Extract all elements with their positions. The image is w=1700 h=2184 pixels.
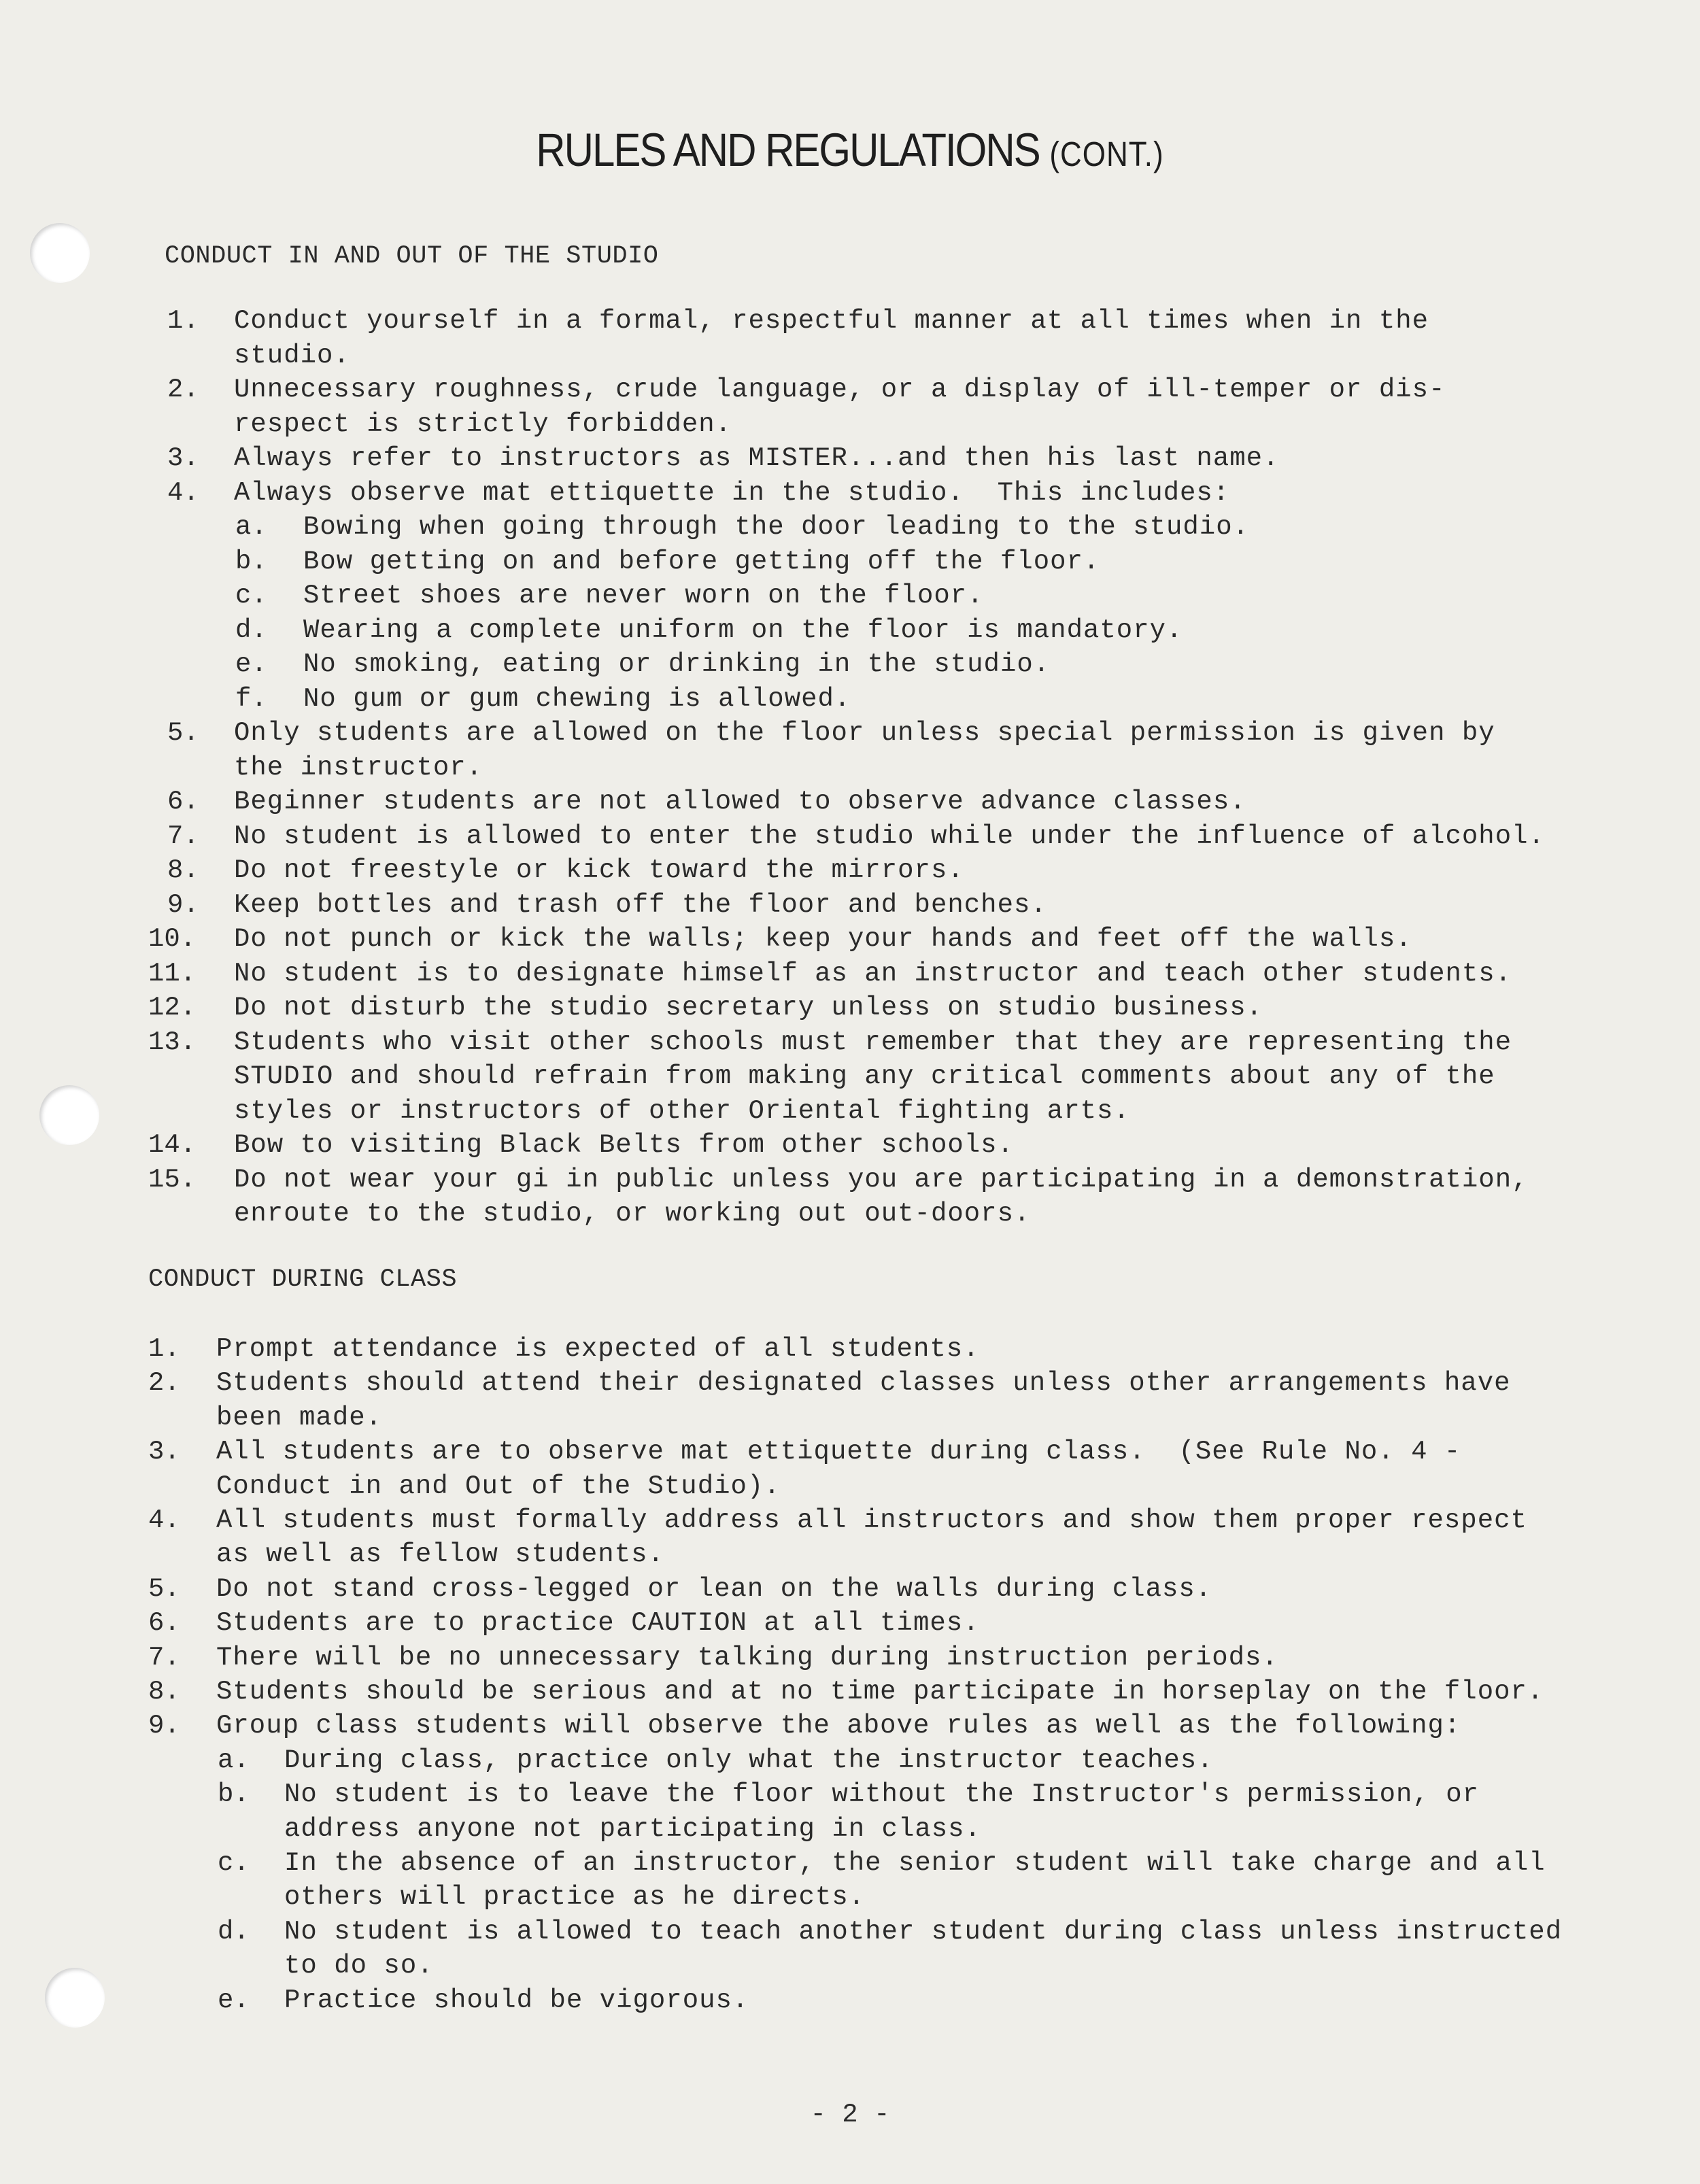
- section1-item-text: Students who visit other schools must remember that they are representing the: [234, 1027, 1512, 1057]
- section1-item-text: Keep bottles and trash off the floor and benches.: [234, 889, 1047, 920]
- section1-item-number: b.: [235, 546, 267, 577]
- section2-item-text: All students must formally address all instructors and show them proper respect: [216, 1505, 1527, 1535]
- section2-item-text: No student is to leave the floor without the Instructor's permission, or: [284, 1779, 1480, 1810]
- section2-item-number: 9.: [148, 1711, 180, 1741]
- section2-item-number: 5.: [148, 1573, 180, 1604]
- section1-item-number: c.: [235, 581, 267, 611]
- section1-item-text: the instructor.: [234, 752, 483, 783]
- section1-item-number: 13.: [148, 1027, 197, 1057]
- punch-hole-bottom: [45, 1968, 105, 2028]
- section1-item-text: styles or instructors of other Oriental fighting arts.: [234, 1095, 1130, 1126]
- section1-item-text: Bowing when going through the door leading to the studio.: [303, 512, 1250, 542]
- section2-item-number: c.: [218, 1848, 250, 1878]
- section2-item-number: e.: [218, 1985, 250, 2015]
- section2-item-text: Prompt attendance is expected of all students.: [216, 1334, 980, 1364]
- section1-item-text: No gum or gum chewing is allowed.: [303, 683, 851, 714]
- section1-item-text: enroute to the studio, or working out out-doors.: [234, 1199, 1031, 1229]
- section1-item-number: a.: [235, 512, 267, 542]
- section1-item-text: No student is to designate himself as an instructor and teach other students.: [234, 958, 1512, 989]
- section1-item-number: 15.: [148, 1164, 197, 1195]
- section2-item-text: In the absence of an instructor, the senior student will take charge and all: [284, 1848, 1546, 1878]
- title-main: RULES AND REGULATIONS: [536, 123, 1040, 177]
- section1-item-number: f.: [235, 683, 267, 714]
- section2-item-number: 8.: [148, 1677, 180, 1707]
- section1-item-text: respect is strictly forbidden.: [234, 409, 732, 439]
- punch-hole-middle: [39, 1085, 99, 1145]
- section2-item-number: a.: [218, 1745, 250, 1775]
- section1-item-number: d.: [235, 615, 267, 645]
- section2-item-text: Students should be serious and at no time participate in horseplay on the floor.: [216, 1677, 1544, 1707]
- page-number: - 2 -: [810, 2100, 890, 2130]
- section1-item-text: Always refer to instructors as MISTER...and then his last name.: [234, 443, 1280, 473]
- section1-item-text: studio.: [234, 340, 350, 371]
- section1-item-number: 9.: [167, 889, 199, 920]
- section1-item-number: 4.: [167, 477, 199, 508]
- section1-item-number: 7.: [167, 821, 199, 851]
- section2-item-text: There will be no unnecessary talking during instruction periods.: [216, 1642, 1278, 1673]
- section2-item-text: Students should attend their designated classes unless other arrangements have: [216, 1368, 1511, 1399]
- section1-item-number: 3.: [167, 443, 199, 473]
- section1-item-text: No smoking, eating or drinking in the studio.: [303, 649, 1051, 679]
- section1-item-number: 5.: [167, 718, 199, 748]
- section2-item-text: Do not stand cross-legged or lean on the walls during class.: [216, 1573, 1212, 1604]
- section2-item-text: Practice should be vigorous.: [284, 1985, 749, 2015]
- section1-item-number: 6.: [167, 787, 199, 817]
- section2-item-text: been made.: [216, 1402, 383, 1433]
- section2-item-text: All students are to observe mat ettiquette during class. (See Rule No. 4 -: [216, 1437, 1461, 1467]
- section2-item-text: No student is allowed to teach another student during class unless instructed: [284, 1916, 1563, 1947]
- section1-item-text: STUDIO and should refrain from making any critical comments about any of the: [234, 1061, 1495, 1091]
- section2-heading: CONDUCT DURING CLASS: [148, 1265, 458, 1294]
- section1-item-number: 11.: [148, 958, 197, 989]
- section2-item-text: address anyone not participating in class.: [284, 1813, 981, 1844]
- section2-item-text: to do so.: [284, 1951, 434, 1981]
- section2-item-number: b.: [218, 1779, 250, 1810]
- section1-item-text: Street shoes are never worn on the floor.: [303, 581, 984, 611]
- section2-item-text: as well as fellow students.: [216, 1539, 664, 1570]
- section1-item-text: Conduct yourself in a formal, respectful manner at all times when in the: [234, 306, 1429, 336]
- section1-item-text: No student is allowed to enter the studio while under the influence of alcohol.: [234, 821, 1545, 851]
- section1-item-number: e.: [235, 649, 267, 679]
- section1-item-text: Always observe mat ettiquette in the studio. This includes:: [234, 477, 1230, 508]
- section2-item-number: 4.: [148, 1505, 180, 1535]
- section1-item-number: 14.: [148, 1130, 197, 1160]
- section1-item-number: 10.: [148, 924, 197, 954]
- section1-item-text: Do not wear your gi in public unless you are participating in a demonstration,: [234, 1164, 1529, 1195]
- section2-item-text: Conduct in and Out of the Studio).: [216, 1471, 781, 1501]
- section2-item-text: Students are to practice CAUTION at all times.: [216, 1608, 980, 1639]
- page-title: [0, 123, 1700, 177]
- section2-item-number: 3.: [148, 1437, 180, 1467]
- section2-item-text: others will practice as he directs.: [284, 1882, 866, 1913]
- section2-item-number: 1.: [148, 1334, 180, 1364]
- title-suffix: (CONT.): [1049, 135, 1164, 174]
- section1-item-text: Bow getting on and before getting off the floor.: [303, 546, 1100, 577]
- section1-item-text: Do not freestyle or kick toward the mirrors.: [234, 855, 964, 885]
- section1-heading: CONDUCT IN AND OUT OF THE STUDIO: [165, 242, 659, 271]
- punch-hole-top: [30, 223, 90, 283]
- section2-item-text: Group class students will observe the above rules as well as the following:: [216, 1711, 1461, 1741]
- section2-item-number: 6.: [148, 1608, 180, 1639]
- section1-item-number: 8.: [167, 855, 199, 885]
- section2-item-number: d.: [218, 1916, 250, 1947]
- section1-item-number: 2.: [167, 375, 199, 405]
- section1-item-text: Unnecessary roughness, crude language, or a display of ill-temper or dis-: [234, 375, 1446, 405]
- section1-item-text: Beginner students are not allowed to observe advance classes.: [234, 787, 1246, 817]
- section2-item-number: 2.: [148, 1368, 180, 1399]
- section2-item-number: 7.: [148, 1642, 180, 1673]
- section1-item-text: Only students are allowed on the floor unless special permission is given by: [234, 718, 1495, 748]
- section1-item-text: Do not punch or kick the walls; keep your hands and feet off the walls.: [234, 924, 1412, 954]
- section1-item-text: Wearing a complete uniform on the floor is mandatory.: [303, 615, 1183, 645]
- section1-item-text: Do not disturb the studio secretary unless on studio business.: [234, 993, 1263, 1023]
- section1-item-number: 1.: [167, 306, 199, 336]
- section1-item-number: 12.: [148, 993, 197, 1023]
- section1-item-text: Bow to visiting Black Belts from other schools.: [234, 1130, 1014, 1160]
- section2-item-text: During class, practice only what the instructor teaches.: [284, 1745, 1214, 1775]
